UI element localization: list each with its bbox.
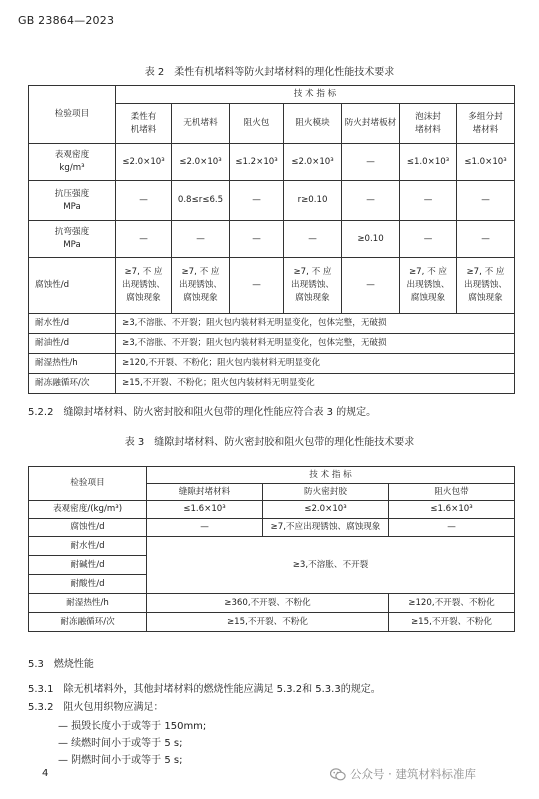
row-label: 耐酸性/d: [29, 575, 147, 594]
table-cell: —: [284, 221, 342, 258]
table-cell: ≤1.6×10³: [389, 501, 515, 519]
table3: [28, 466, 515, 632]
list-item: — 损毁长度小于或等于 150mm;: [58, 721, 207, 732]
table-cell: 0.8≤r≤6.5: [172, 181, 230, 221]
table-cell: ≥120,不开裂、不粉化: [389, 594, 515, 613]
list-item: — 阴燃时间小于或等于 5 s;: [58, 755, 183, 766]
table-cell: ≤1.2×10³: [230, 144, 284, 181]
table-cell: ≥3,不溶胀、不开裂: [147, 537, 515, 594]
table-row: [29, 519, 515, 537]
table-cell: ≤1.0×10³: [400, 144, 457, 181]
table-cell: ≤2.0×10³: [172, 144, 230, 181]
table-cell: ≥360,不开裂、不粉化: [147, 594, 389, 613]
table3-group-header: 技 术 指 标: [147, 467, 515, 484]
watermark: [330, 766, 476, 782]
document-header: GB 23864—2023: [18, 14, 115, 27]
table-cell: ≥15,不开裂、不粉化: [389, 613, 515, 632]
table-row: [29, 537, 515, 556]
table-cell: ≥7, 不 应 出现锈蚀、 腐蚀现象: [457, 258, 515, 314]
table2-col-header: 阻火模块: [284, 104, 342, 144]
table-row: [29, 314, 515, 334]
table-cell: ≤2.0×10³: [284, 144, 342, 181]
table-row: [29, 258, 515, 314]
table-row: [29, 613, 515, 632]
table-row: [29, 354, 515, 374]
paragraph-5-3-1: 5.3.1 除无机堵料外，其他封堵材料的燃烧性能应满足 5.3.2和 5.3.3的规定。: [28, 684, 381, 695]
table-cell: —: [230, 181, 284, 221]
table-cell: —: [400, 181, 457, 221]
row-label: 表观密度/(kg/m³): [29, 501, 147, 519]
table-cell: —: [230, 258, 284, 314]
table-row: [29, 374, 515, 394]
table-cell: —: [147, 519, 263, 537]
table-cell: ≥15,不开裂、不粉化: [147, 613, 389, 632]
row-label: 耐碱性/d: [29, 556, 147, 575]
row-label: 耐冻融循环/次: [29, 374, 116, 394]
row-label: 耐湿热性/h: [29, 594, 147, 613]
watermark-text: 公众号 · 建筑材料标准库: [350, 767, 476, 781]
table-cell: ≥7, 不 应 出现锈蚀、 腐蚀现象: [284, 258, 342, 314]
table-cell: ≥7, 不 应 出现锈蚀、 腐蚀现象: [400, 258, 457, 314]
table-cell: —: [457, 221, 515, 258]
table-row: [29, 221, 515, 258]
table-cell: —: [342, 144, 400, 181]
table-cell: ≥0.10: [342, 221, 400, 258]
table-cell: —: [116, 221, 172, 258]
table3-col-header: 防火密封胶: [263, 484, 389, 501]
list-item: — 续燃时间小于或等于 5 s;: [58, 738, 183, 749]
table-cell: ≥3,不溶胀、不开裂；阻火包内装材料无明显变化，包体完整，无破损: [116, 334, 515, 354]
paragraph-5-3-2: 5.3.2 阻火包用织物应满足：: [28, 702, 164, 713]
table2-col-header: 多组分封 堵材料: [457, 104, 515, 144]
row-label: 腐蚀性/d: [29, 258, 116, 314]
paragraph-5-2-2: 5.2.2 缝隙封堵材料、防火密封胶和阻火包带的理化性能应符合表 3 的规定。: [28, 407, 377, 418]
page-number: 4: [42, 768, 49, 779]
row-label: 耐水性/d: [29, 537, 147, 556]
table-cell: ≥120,不开裂、不粉化；阻火包内装材料无明显变化: [116, 354, 515, 374]
table2-col-header: 柔性有 机堵料: [116, 104, 172, 144]
table-row: [29, 501, 515, 519]
table2-col-header: 泡沫封 堵材料: [400, 104, 457, 144]
row-label: 表观密度 kg/m³: [29, 144, 116, 181]
section-5-3-title: 5.3 燃烧性能: [28, 659, 94, 670]
table-cell: —: [342, 258, 400, 314]
table-row: [29, 594, 515, 613]
table-cell: —: [389, 519, 515, 537]
table-cell: —: [457, 181, 515, 221]
table-row: [29, 144, 515, 181]
table-cell: ≤1.0×10³: [457, 144, 515, 181]
table-cell: ≥7, 不 应 出现锈蚀、 腐蚀现象: [172, 258, 230, 314]
table3-item-header: 检验项目: [29, 467, 147, 501]
table2-col-header: 阻火包: [230, 104, 284, 144]
table-cell: ≥7,不应出现锈蚀、腐蚀现象: [263, 519, 389, 537]
row-label: 耐水性/d: [29, 314, 116, 334]
table-cell: —: [230, 221, 284, 258]
table-cell: ≥3,不溶胀、不开裂；阻火包内装材料无明显变化，包体完整，无破损: [116, 314, 515, 334]
row-label: 抗压强度 MPa: [29, 181, 116, 221]
table2-item-header: 检验项目: [29, 86, 116, 144]
table3-col-header: 阻火包带: [389, 484, 515, 501]
table3-caption: 表 3 缝隙封堵材料、防火密封胶和阻火包带的理化性能技术要求: [124, 437, 415, 448]
table-cell: ≥7, 不 应 出现锈蚀、 腐蚀现象: [116, 258, 172, 314]
table-cell: —: [172, 221, 230, 258]
table-cell: r≥0.10: [284, 181, 342, 221]
table-cell: ≤2.0×10³: [263, 501, 389, 519]
row-label: 耐冻融循环/次: [29, 613, 147, 632]
table2-col-header: 防火封堵板材: [342, 104, 400, 144]
table-cell: ≤1.6×10³: [147, 501, 263, 519]
table-cell: ≥15,不开裂、不粉化；阻火包内装材料无明显变化: [116, 374, 515, 394]
row-label: 耐湿热性/h: [29, 354, 116, 374]
row-label: 抗弯强度 MPa: [29, 221, 116, 258]
table-cell: ≤2.0×10³: [116, 144, 172, 181]
wechat-icon: [330, 768, 346, 781]
table-cell: —: [116, 181, 172, 221]
table-row: [29, 334, 515, 354]
table2-col-header: 无机堵料: [172, 104, 230, 144]
table3-col-header: 缝隙封堵材料: [147, 484, 263, 501]
table-row: [29, 181, 515, 221]
table2-group-header: 技 术 指 标: [116, 86, 515, 104]
table-cell: —: [400, 221, 457, 258]
table2-caption: 表 2 柔性有机堵料等防火封堵材料的理化性能技术要求: [144, 67, 395, 78]
row-label: 耐油性/d: [29, 334, 116, 354]
table2: [28, 85, 515, 394]
table-cell: —: [342, 181, 400, 221]
row-label: 腐蚀性/d: [29, 519, 147, 537]
